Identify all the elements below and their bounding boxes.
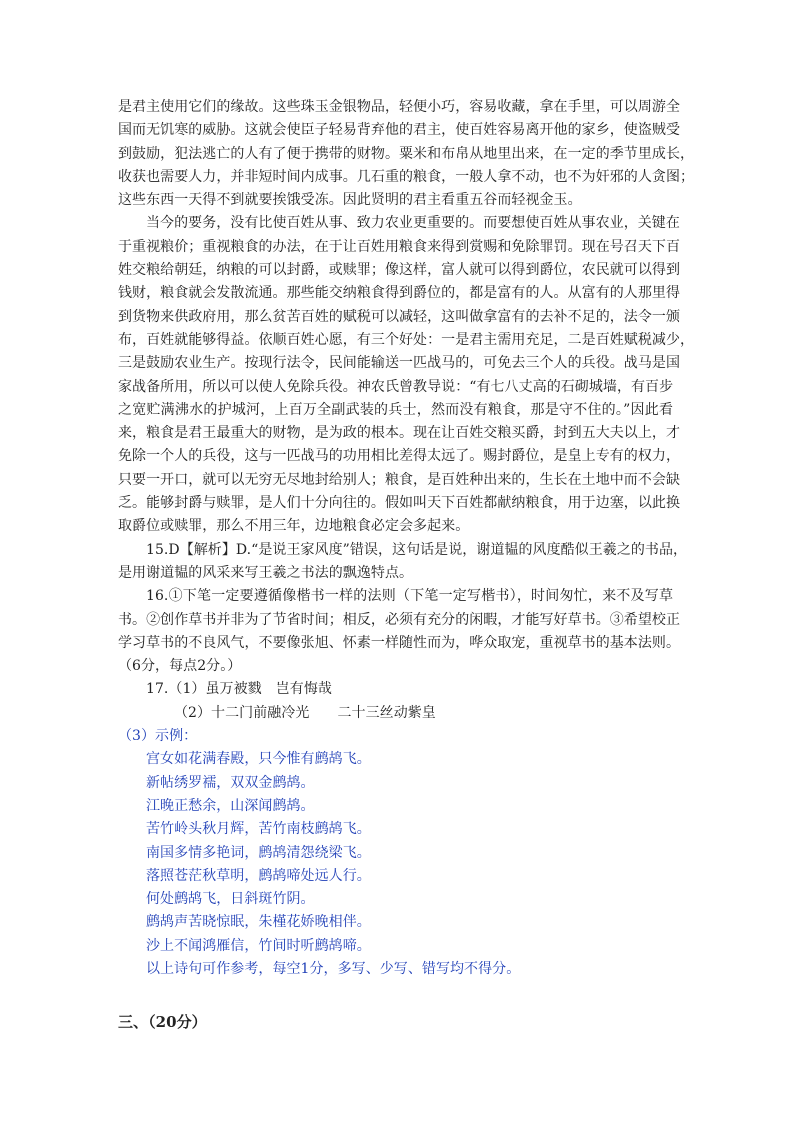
answer-17-examples <box>118 748 673 981</box>
paragraph-translation-continued <box>118 96 695 212</box>
example-line: 鹧鸪声苦晓惊眠，朱槿花娇晚相伴。 <box>146 914 371 931</box>
example-line: 落照苍茫秋草明，鹧鸪啼处远人行。 <box>146 867 371 884</box>
answer-17 <box>118 678 673 981</box>
text-line: 姓交粮给朝廷，纳粮的可以封爵，或赎罪；像这样，富人就可以得到爵位，农民就可以得到 <box>118 262 680 279</box>
text-line: 这些东西一天得不到就要挨饿受冻。因此贤明的君主看重五谷而轻视金玉。 <box>118 192 582 209</box>
text-line: 到货物来供政府用，那么贫苦百姓的赋税可以减轻，这叫做拿富有的去补不足的，法令一颁 <box>118 308 680 325</box>
text-line: 是用谢道韫的风采来写王羲之书法的飘逸特点。 <box>118 564 414 581</box>
paragraph-translation-second <box>118 212 695 538</box>
example-line: 宫女如花满春殿，只今惟有鹧鸪飞。 <box>146 751 371 768</box>
answer-17-part3-label: （3）示例： <box>118 728 198 745</box>
example-line: 以上诗句可作参考，每空1分，多写、少写、错写均不得分。 <box>146 960 521 977</box>
text-line: 来，粮食是君王最重大的财物，是为政的根本。现在让百姓交粮买爵，封到五大夫以上，才 <box>118 425 680 442</box>
text-line: 于重视粮价；重视粮食的办法，在于让百姓用粮食来得到赏赐和免除罪罚。现在号召天下百 <box>118 238 680 255</box>
example-line: 苦竹岭头秋月辉，苦竹南枝鹧鸪飞。 <box>146 821 371 838</box>
example-line: 新帖绣罗襦，双双金鹧鸪。 <box>146 774 315 791</box>
text-line: 家战备所用，所以可以使人免除兵役。神农氏曾教导说：“有七八丈高的石砌城墙，有百步 <box>118 378 674 395</box>
text-line: 国而无饥寒的威胁。这就会使臣子轻易背弃他的君主，使百姓容易离开他的家乡，使盗贼受 <box>118 122 680 139</box>
answer-17-part1: 17.（1）虽万被戮 岂有悔哉 <box>146 681 332 698</box>
text-line: （6分，每点2分。） <box>118 658 242 675</box>
text-line: 学习草书的不良风气，不要像张旭、怀素一样随性而为，哗众取宠，重视草书的基本法则。 <box>118 634 680 651</box>
text-line: 之宽贮满沸水的护城河，上百万全副武装的兵士，然而没有粮食，那是守不住的。”因此看 <box>118 401 673 418</box>
example-line: 沙上不闻鸿雁信，竹间时听鹧鸪啼。 <box>146 937 371 954</box>
text-line: 取爵位或赎罪，那么不用三年，边地粮食必定会多起来。 <box>118 518 470 535</box>
text-line: 钱财，粮食就会发散流通。那些能交纳粮食得到爵位的，都是富有的人。从富有的人那里得 <box>118 285 680 302</box>
text-line: 只要一开口，就可以无穷无尽地封给别人；粮食，是百姓种出来的，生长在土地中而不会缺 <box>118 471 680 488</box>
text-line: 到鼓励，犯法逃亡的人有了便于携带的财物。粟米和布帛从地里出来，在一定的季节里成长， <box>118 145 695 162</box>
example-line: 何处鹧鸪飞，日斜斑竹阴。 <box>146 891 315 908</box>
text-line: 三是鼓励农业生产。按现行法令，民间能输送一匹战马的，可免去三个人的兵役。战马是国 <box>118 355 680 372</box>
text-line: 书。②创作草书并非为了节省时间；相反，必须有充分的闲暇，才能写好草书。③希望校正 <box>118 611 680 628</box>
answer-17-part2: （2）十二门前融冷光 二十三丝动紫皇 <box>174 704 436 721</box>
example-line: 南国多情多艳词，鹧鸪清怨绕梁飞。 <box>146 844 371 861</box>
text-line: 布，百姓就能够得益。依顺百姓心愿，有三个好处：一是君主需用充足，二是百姓赋税减少， <box>118 331 695 348</box>
text-line: 15.D【解析】D.“是说王家风度”错误，这句话是说，谢道韫的风度酷似王羲之的书品， <box>146 541 688 558</box>
text-line: 免除一个人的兵役，这与一匹战马的功用相比差得太远了。赐封爵位，是皇上专有的权力， <box>118 448 680 465</box>
answer-15 <box>118 539 688 586</box>
text-line: 16.①下笔一定要遵循像楷书一样的法则（下笔一定写楷书），时间匆忙，来不及写草 <box>146 588 673 605</box>
text-line: 收获也需要人力，并非短时间内成事。几石重的粮食，一般人拿不动，也不为奸邪的人贪图； <box>118 168 695 185</box>
answer-16 <box>118 585 680 678</box>
document-page <box>118 96 695 1035</box>
text-line: 当今的要务，没有比使百姓从事、致力农业更重要的。而要想使百姓从事农业，关键在 <box>146 215 680 232</box>
text-line: 乏。能够封爵与赎罪，是人们十分向往的。假如叫天下百姓都献纳粮食，用于边塞，以此换 <box>118 495 680 512</box>
text-line: 是君主使用它们的缘故。这些珠玉金银物品，轻便小巧，容易收藏，拿在手里，可以周游全 <box>118 99 680 115</box>
section-heading: 三、（20分） <box>118 1013 207 1032</box>
example-line: 江晚正愁余，山深闻鹧鸪。 <box>146 797 315 814</box>
